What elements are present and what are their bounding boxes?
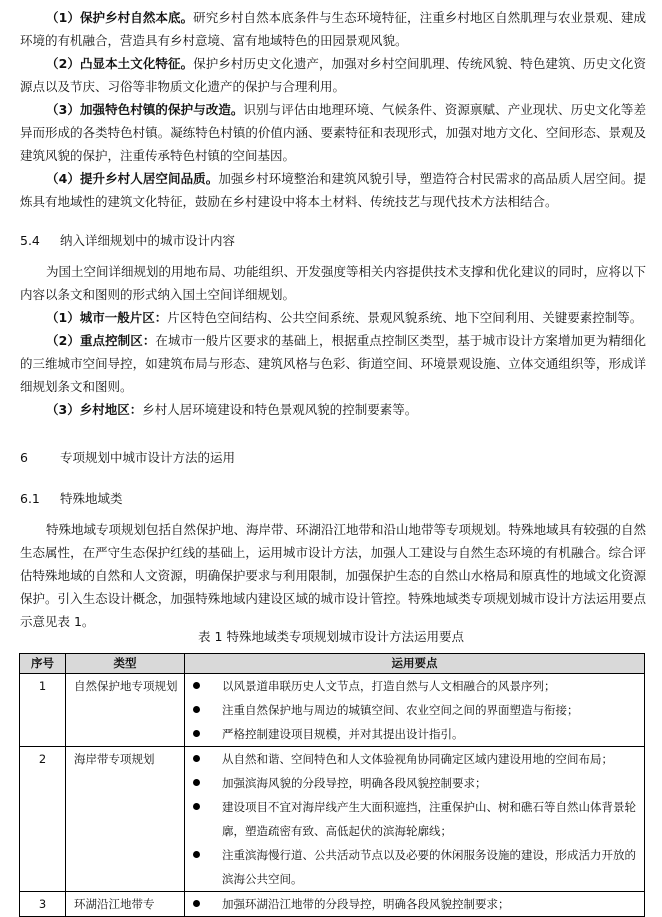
section-5-4-item-2-lead: （2）重点控制区： — [46, 333, 156, 348]
section-6-1-number: 6.1 — [20, 491, 40, 506]
bullet-text: 从自然和谐、空间特色和人文体验视角协同确定区域内建设用地的空间布局； — [222, 752, 613, 766]
row-type: 海岸带专项规划 — [66, 747, 185, 892]
row-no: 1 — [20, 674, 66, 747]
bullet-item — [185, 771, 644, 795]
table-caption: 表 1 特殊地域类专项规划城市设计方法运用要点 — [198, 629, 464, 644]
bullet-item — [185, 674, 644, 698]
bullet-text: 注重滨海慢行道、公共活动节点以及必要的休闲服务设施的建设，形成活力开放的滨海公共空间。 — [222, 848, 636, 886]
section-5-4-item-3-text: 乡村人居环境建设和特色景观风貌的控制要素等。 — [142, 402, 418, 417]
section-6-1-paragraph: 特殊地域专项规划包括自然保护地、海岸带、环湖沿江地带和沿山地带等专项规划。特殊地域具有较强的自然生态属性，在严守生态保护红线的基础上，运用城市设计方法，加强人工建设与自然生态环境的有机融合。综合评估特殊地域的自然和人文资源，明确保护要求与利用限制，加强保护生态的自然山水格局和原真性的地域文化资源保护。引入生态设计概念，加强特殊地域内建设区域的城市设计管控。特殊地域类专项规划城市设计方法运用要点示意见表 1。 — [20, 522, 647, 629]
bullet-item — [185, 843, 644, 891]
bullet-item — [185, 795, 644, 843]
section-6-heading — [0, 446, 235, 469]
bullet-item — [185, 892, 644, 916]
table-header-row — [20, 654, 645, 674]
rural-item-1 — [0, 6, 662, 52]
section-6-1-title: 特殊地域类 — [60, 491, 123, 506]
table-caption-wrap — [0, 627, 662, 647]
bullet-dot-icon — [193, 755, 200, 762]
section-5-4-item-2-text: 在城市一般片区要求的基础上，根据重点控制区类型，基于城市设计方案增加更为精细化的三维城市空间导控，如建筑布局与形态、建筑风格与色彩、街道空间、环境景观设施、立体交通组织等，形成详细规划条文和图则。 — [20, 333, 646, 394]
bullet-dot-icon — [193, 730, 200, 737]
section-6-title: 专项规划中城市设计方法的运用 — [60, 450, 236, 465]
section-5-4-title: 纳入详细规划中的城市设计内容 — [60, 233, 236, 248]
rural-item-1-lead: （1）保护乡村自然本底。 — [46, 10, 194, 25]
rural-item-2-lead: （2）凸显本土文化特征。 — [46, 56, 194, 71]
section-5-4-item-1 — [0, 306, 662, 329]
section-5-4-intro: 为国土空间详细规划的用地布局、功能组织、开发强度等相关内容提供技术支撑和优化建议的同时，应将以下内容以条文和图则的形式纳入国土空间详细规划。 — [20, 264, 647, 302]
bullet-dot-icon — [193, 706, 200, 713]
row-points — [185, 747, 645, 892]
section-5-4-body — [0, 260, 662, 421]
row-type: 自然保护地专项规划 — [66, 674, 185, 747]
section-6-number: 6 — [20, 450, 28, 465]
rural-item-4-lead: （4）提升乡村人居空间品质。 — [46, 171, 219, 186]
section-5-4-number: 5.4 — [20, 233, 40, 248]
bullet-item — [185, 747, 644, 771]
row-no: 2 — [20, 747, 66, 892]
table-row — [20, 674, 645, 747]
header-points: 运用要点 — [185, 654, 645, 674]
rural-item-1-text: 研究乡村自然本底条件与生态环境特征，注重乡村地区自然肌理与农业景观、建成环境的有机融合，营造具有乡村意境、富有地域特色的田园景观风貌。 — [20, 10, 646, 48]
bullet-text: 注重自然保护地与周边的城镇空间、农业空间之间的界面塑造与衔接； — [222, 703, 579, 717]
row-points — [185, 892, 645, 917]
bullet-dot-icon — [193, 779, 200, 786]
section-5-4-item-3-lead: （3）乡村地区： — [46, 402, 143, 417]
bullet-text: 严格控制建设项目规模，并对其提出设计指引。 — [222, 727, 464, 741]
bullet-text: 加强滨海风貌的分段导控，明确各段风貌控制要求； — [222, 776, 487, 790]
rural-item-4-text: 加强乡村环境整治和建筑风貌引导，塑造符合村民需求的高品质人居空间。提炼具有地域性的建筑文化特征，鼓励在乡村建设中将本土材料、传统技艺与现代技术方法相结合。 — [20, 171, 646, 209]
bullet-text: 加强环湖沿江地带的分段导控，明确各段风貌控制要求； — [222, 897, 510, 911]
rural-item-2-text: 保护乡村历史文化遗产，加强对乡村空间肌理、传统风貌、特色建筑、历史文化资源点以及节庆、习俗等非物质文化遗产的保护与合理利用。 — [20, 56, 646, 94]
section-6-1-body — [0, 518, 662, 633]
rural-section — [0, 6, 662, 213]
row-type: 环湖沿江地带专 — [66, 892, 185, 917]
rural-item-3-text: 识别与评估由地理环境、气候条件、资源禀赋、产业现状、历史文化等差异而形成的各类特色村镇。凝练特色村镇的价值内涵、要素特征和表现形式，加强对地方文化、空间形态、景观及建筑风貌的保护，注重传承特色村镇的空间基因。 — [20, 102, 646, 163]
rural-item-3-lead: （3）加强特色村镇的保护与改造。 — [46, 102, 244, 117]
section-5-4-item-2 — [0, 329, 662, 398]
rural-item-3 — [0, 98, 662, 167]
row-no: 3 — [20, 892, 66, 917]
bullet-dot-icon — [193, 682, 200, 689]
bullet-item — [185, 698, 644, 722]
bullet-item — [185, 722, 644, 746]
bullet-text: 以风景道串联历史人文节点，打造自然与人文相融合的风景序列； — [222, 679, 556, 693]
bullet-dot-icon — [193, 900, 200, 907]
row-points — [185, 674, 645, 747]
rural-item-2 — [0, 52, 662, 98]
section-5-4-item-1-text: 片区特色空间结构、公共空间系统、景观风貌系统、地下空间利用、关键要素控制等。 — [167, 310, 643, 325]
section-5-4-item-3 — [0, 398, 662, 421]
section-6-1-heading — [0, 487, 123, 510]
table-row — [20, 892, 645, 917]
header-no: 序号 — [20, 654, 66, 674]
bullet-text: 建设项目不宜对海岸线产生大面积遮挡，注重保护山、树和礁石等自然山体背景轮廓，塑造疏密有致、高低起伏的滨海轮廓线； — [222, 800, 636, 838]
rural-item-4 — [0, 167, 662, 213]
header-type: 类型 — [66, 654, 185, 674]
section-5-4-heading — [0, 229, 235, 252]
table-row — [20, 747, 645, 892]
spec-table — [19, 653, 645, 917]
section-5-4-item-1-lead: （1）城市一般片区： — [46, 310, 168, 325]
bullet-dot-icon — [193, 851, 200, 858]
bullet-dot-icon — [193, 803, 200, 810]
